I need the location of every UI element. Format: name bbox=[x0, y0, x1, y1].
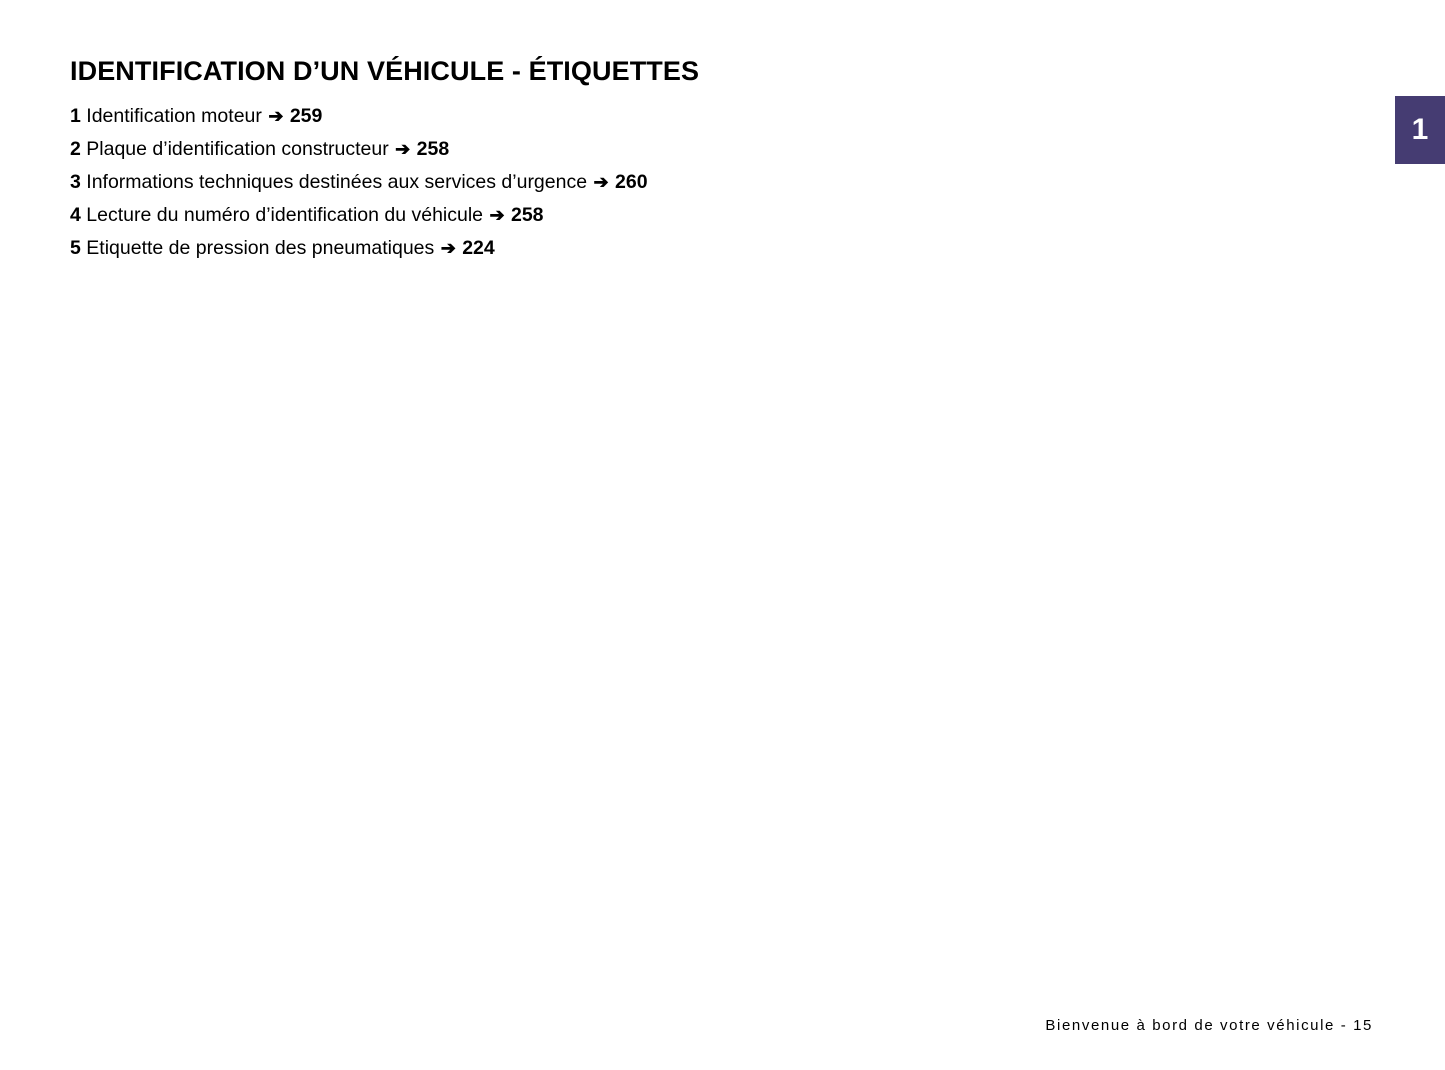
list-item[interactable] bbox=[70, 166, 1170, 199]
list-item[interactable] bbox=[70, 100, 1170, 133]
list-item[interactable] bbox=[70, 199, 1170, 232]
list-item-label: Plaque d’identification constructeur bbox=[86, 138, 389, 160]
list-item-number: 5 bbox=[70, 237, 81, 259]
list-item-number: 1 bbox=[70, 105, 81, 127]
arrow-icon: ➔ bbox=[395, 139, 411, 159]
list-item-page: 224 bbox=[462, 237, 495, 259]
list-item-label: Informations techniques destinées aux services d’urgence bbox=[86, 171, 588, 193]
list-item-page: 258 bbox=[510, 204, 544, 226]
arrow-icon: ➔ bbox=[440, 238, 456, 258]
list-item-page: 259 bbox=[289, 105, 323, 127]
list-item[interactable] bbox=[70, 232, 1170, 265]
list-item-label: Identification moteur bbox=[86, 105, 262, 127]
list-item-number: 2 bbox=[70, 138, 81, 160]
page-footer: Bienvenue à bord de votre véhicule - 15 bbox=[1045, 1017, 1373, 1034]
list-item-number: 3 bbox=[70, 171, 81, 193]
page-title: IDENTIFICATION D’UN VÉHICULE - ÉTIQUETTES bbox=[70, 56, 700, 87]
list-item-label: Etiquette de pression des pneumatiques bbox=[86, 237, 435, 259]
chapter-tab: 1 bbox=[1395, 96, 1445, 164]
list-item[interactable] bbox=[70, 133, 1170, 166]
list-item-label: Lecture du numéro d’identification du véhicule bbox=[86, 204, 484, 226]
arrow-icon: ➔ bbox=[593, 172, 609, 192]
list-item-page: 258 bbox=[416, 138, 450, 160]
arrow-icon: ➔ bbox=[268, 106, 284, 126]
table-of-contents bbox=[70, 100, 1170, 265]
list-item-page: 260 bbox=[615, 171, 648, 193]
list-item-number: 4 bbox=[70, 204, 81, 226]
arrow-icon: ➔ bbox=[489, 205, 505, 225]
